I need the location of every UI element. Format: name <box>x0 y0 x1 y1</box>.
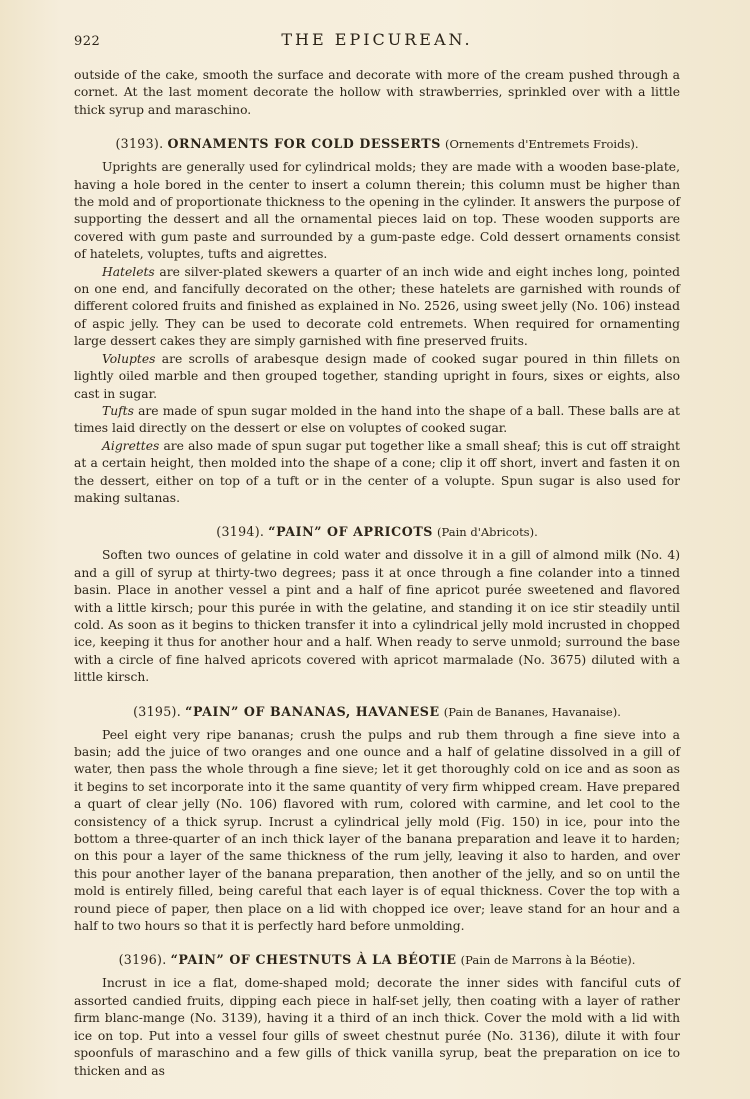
recipe-paragraph: Voluptes are scrolls of arabesque design made of cooked sugar poured in thin fillets on lightly oiled marble and then grouped together, standing upright in fours, sixes or eights, also cast in sugar. <box>74 351 680 401</box>
page-header <box>74 30 680 49</box>
recipe-heading-3195: (3195). “PAIN” OF BANANAS, HAVANESE (Pain de Bananes, Havanaise). <box>133 703 621 719</box>
continued-paragraph: outside of the cake, smooth the surface and decorate with more of the cream pushed through a cornet. At the last moment decorate the hollow with strawberries, sprinkled over with a little thick syrup and maraschino. <box>74 68 680 117</box>
term-tufts: Tufts <box>102 403 134 418</box>
recipe-paragraph: Soften two ounces of gelatine in cold water and dissolve it in a gill of almond milk (No. 4) and a gill of syrup at thirty-two degrees; pass it at once through a fine colander into a tinned basin. Place in another vessel a pint and a half of fine apricot purée sweetened and flavored with a little kirsch; pour this purée in with the gelatine, and standing it on ice stir steadily until cold. As soon as it begins to thicken transfer it into a cylindrical jelly mold incrusted in chopped ice, keeping it thus for another hour and a half. When ready to serve unmold; surround the base with a circle of fine halved apricots covered with apricot marmalade (No. 3675) diluted with a little kirsch. <box>74 548 680 685</box>
recipe-heading-3194: (3194). “PAIN” OF APRICOTS (Pain d'Abricots). <box>216 524 538 540</box>
recipe-paragraph: Hatelets are silver-plated skewers a quarter of an inch wide and eight inches long, pointed on one end, and fancifully decorated on the other; these hatelets are garnished with rounds of different colored fruits and finished as explained in No. 2526, using sweet jelly (No. 106) instead of aspic jelly. They can be used to decorate cold entremets. When required for ornamenting large dessert cakes they are simply garnished with fine preserved fruits. <box>74 264 680 349</box>
recipe-paragraph: Tufts are made of spun sugar molded in the hand into the shape of a ball. These balls are at times laid directly on the dessert or else on voluptes of cooked sugar. <box>74 403 680 436</box>
recipe-paragraph: Incrust in ice a flat, dome-shaped mold; decorate the inner sides with fanciful cuts of assorted candied fruits, dipping each piece in half-set jelly, then coating with a layer of rather firm blanc-mange (No. 3139), having it a third of an inch thick. Cover the mold with a lid with ice on top. Put into a vessel four gills of sweet chestnut purée (No. 3136), dilute it with four spoonfuls of maraschino and a few gills of thick vanilla syrup, beat the preparation on ice to thicken and as <box>74 976 680 1078</box>
recipe-heading-3193: (3193). ORNAMENTS FOR COLD DESSERTS (Ornements d'Entremets Froids). <box>115 136 639 152</box>
term-voluptes: Voluptes <box>102 351 156 366</box>
term-aigrettes: Aigrettes <box>102 438 160 453</box>
recipe-paragraph: Uprights are generally used for cylindrical molds; they are made with a wooden base-plate, having a hole bored in the center to insert a column therein; this column must be higher than the mold and of proportionate thickness to the opening in the cylinder. It answers the purpose of supporting the dessert and all the ornamental pieces laid on top. These wooden supports are covered with gum paste and surrounded by a gum-paste edge. Cold dessert ornaments consist of hatelets, voluptes, tufts and aigrettes. <box>74 160 680 262</box>
recipe-paragraph: Peel eight very ripe bananas; crush the pulps and rub them through a fine sieve into a basin; add the juice of two oranges and one ounce and a half of gelatine dissolved in a gill of water, then pass the whole through a fine sieve; let it get thoroughly cold on ice and as soon as it begins to set incorporate into it the same quantity of very firm whipped cream. Have prepared a quart of clear jelly (No. 106) flavored with rum, colored with carmine, and let cool to the consistency of a thick syrup. Incrust a cylindrical jelly mold (Fig. 150) in ice, pour into the bottom a three-quarter of an inch thick layer of the banana preparation and leave it to harden; on this pour a layer of the same thickness of the rum jelly, leaving it also to harden, and over this pour another layer of the banana preparation, then another of the jelly, and so on until the mold is entirely filled, being careful that each layer is of equal thickness. Cover the top with a round piece of paper, then place on a lid with chopped ice over; leave stand for an hour and a half to two hours so that it is perfectly hard before unmolding. <box>74 727 680 934</box>
recipe-paragraph: Aigrettes are also made of spun sugar put together like a small sheaf; this is cut off straight at a certain height, then molded into the shape of a cone; clip it off short, invert and fasten it on the dessert, either on top of a tuft or in the center of a volupte. Spun sugar is also used for making sultanas. <box>74 438 680 505</box>
running-title: THE EPICUREAN. <box>281 30 473 49</box>
recipe-heading-3196: (3196). “PAIN” OF CHESTNUTS À LA BÉOTIE (Pain de Marrons à la Béotie). <box>118 952 636 968</box>
term-hatelets: Hatelets <box>102 264 155 279</box>
page-number: 922 <box>74 34 101 49</box>
